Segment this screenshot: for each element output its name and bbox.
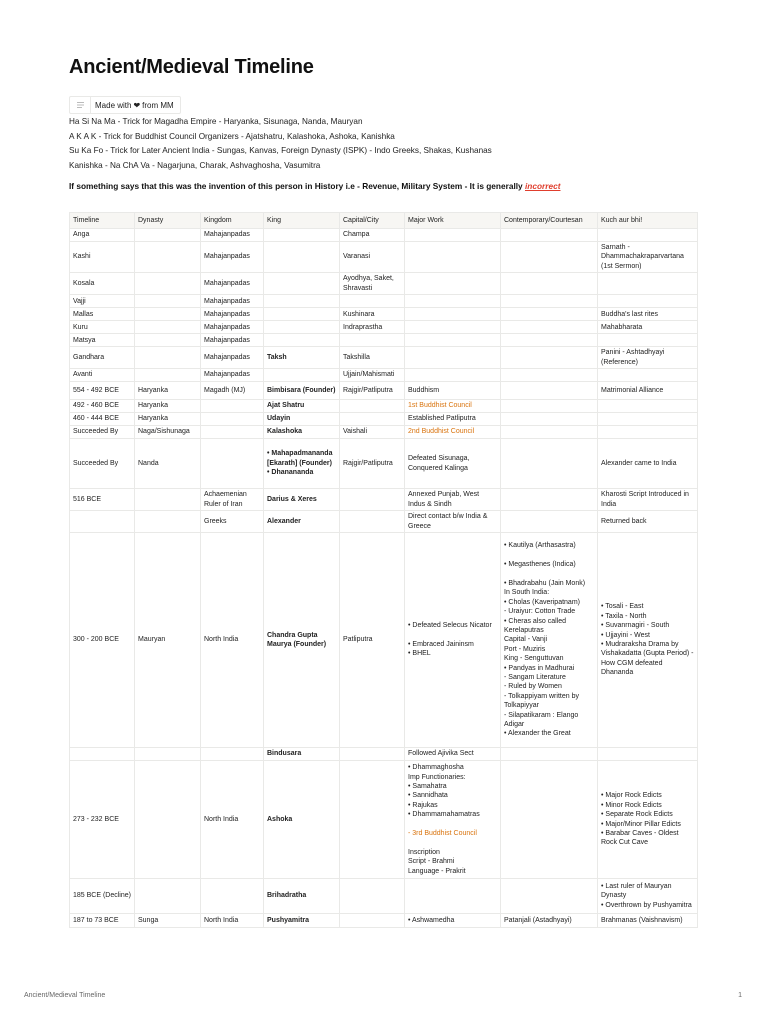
table-cell: [501, 242, 598, 273]
table-cell: [501, 295, 598, 308]
cell-line: • Rajukas: [408, 801, 438, 809]
cell-line: • Dhammaghosha: [408, 764, 464, 772]
table-cell: [340, 489, 405, 511]
table-cell: Sarnath - Dhammachakraparvartana (1st Sermon): [598, 242, 698, 273]
table-cell: Alexander came to India: [598, 439, 698, 489]
table-cell: Mahajanpadas: [201, 321, 264, 334]
cell-line: [504, 569, 594, 578]
table-body: [70, 229, 698, 928]
column-header: Capital/City: [340, 213, 405, 229]
table-cell: Matrimonial Alliance: [598, 382, 698, 400]
table-cell: [135, 295, 201, 308]
mnemonic-list: [69, 115, 492, 173]
table-cell: [201, 439, 264, 489]
table-cell: Mahajanpadas: [201, 347, 264, 369]
table-cell: Udayin: [264, 413, 340, 426]
table-cell: Mallas: [70, 308, 135, 321]
warning-note: [69, 181, 561, 191]
table-cell: [340, 334, 405, 347]
column-header: Kingdom: [201, 213, 264, 229]
column-header: Timeline: [70, 213, 135, 229]
page-title: Ancient/Medieval Timeline: [69, 56, 314, 78]
table-cell: Returned back: [598, 511, 698, 533]
table-cell: Champa: [340, 229, 405, 242]
warning-text: If something says that this was the invention of this person in History i.e - Revenue, Military System - It is generally: [69, 181, 523, 191]
table-cell: Mahajanpadas: [201, 334, 264, 347]
table-cell: [501, 229, 598, 242]
table-row: [70, 382, 698, 400]
table-cell: Matsya: [70, 334, 135, 347]
cell-line: [504, 551, 594, 560]
table-row: [70, 273, 698, 295]
table-cell: [201, 426, 264, 439]
table-cell: [598, 426, 698, 439]
table-cell: Mahajanpadas: [201, 369, 264, 382]
cell-line: • Defeated Selecus Nicator: [408, 622, 492, 630]
cell-line: • Suvanrnagiri - South: [601, 622, 670, 630]
table-cell: [501, 533, 598, 748]
table-cell: [135, 273, 201, 295]
table-cell: [501, 321, 598, 334]
table-cell: [501, 334, 598, 347]
table-cell: Sunga: [135, 914, 201, 928]
table-cell: Takshilla: [340, 347, 405, 369]
table-cell: Mauryan: [135, 533, 201, 748]
table-cell: Succeeded By: [70, 426, 135, 439]
table-cell: Haryanka: [135, 413, 201, 426]
table-row: [70, 533, 698, 748]
cell-line: [408, 838, 497, 847]
table-cell: Kuru: [70, 321, 135, 334]
table-cell: [501, 382, 598, 400]
cell-line: • Ujjayini - West: [601, 631, 650, 639]
table-cell: Brihadratha: [264, 879, 340, 914]
table-cell: Magadh (MJ): [201, 382, 264, 400]
table-cell: Indraprastha: [340, 321, 405, 334]
table-cell: [405, 879, 501, 914]
cell-line: • Major/Minor Pillar Edicts: [601, 820, 681, 828]
table-row: [70, 511, 698, 533]
table-cell: [405, 273, 501, 295]
table-cell: Ayodhya, Saket, Shravasti: [340, 273, 405, 295]
cell-line: • Mudraraksha Drama by Vishakadatta (Gupta Period) - How CGM defeated Dhananda: [601, 641, 694, 677]
made-with-badge[interactable]: [69, 96, 181, 114]
table-cell: [405, 533, 501, 748]
table-cell: [135, 748, 201, 761]
table-cell: North India: [201, 914, 264, 928]
table-cell: [135, 511, 201, 533]
cell-line: • Alexander the Great: [504, 730, 571, 738]
heart-icon: ❤: [133, 100, 141, 110]
cell-line: • Separate Rock Edicts: [601, 811, 673, 819]
table-cell: [135, 369, 201, 382]
table-cell: [405, 761, 501, 879]
cell-line: • Cholas (Kaveripatnam): [504, 598, 580, 606]
table-cell: [405, 334, 501, 347]
mnemonic-line: Kanishka - Na ChA Va - Nagarjuna, Charak, Ashvaghosha, Vasumitra: [69, 160, 321, 170]
table-cell: [264, 308, 340, 321]
cell-line: - Tolkappiyam written by Tolkapiyyar: [504, 692, 579, 710]
table-row: [70, 321, 698, 334]
table-cell: [598, 748, 698, 761]
cell-line: • Megasthenes (Indica): [504, 561, 576, 569]
table-row: [70, 761, 698, 879]
cell-line: • BHEL: [408, 650, 431, 658]
table-cell: [501, 369, 598, 382]
table-cell: [264, 334, 340, 347]
table-cell: [501, 273, 598, 295]
table-row: [70, 308, 698, 321]
table-cell: Ashoka: [264, 761, 340, 879]
table-cell: [135, 242, 201, 273]
table-cell: [135, 308, 201, 321]
cell-line: In South India:: [504, 589, 550, 597]
column-header: King: [264, 213, 340, 229]
table-cell: Varanasi: [340, 242, 405, 273]
cell-line: • Mahapadmananda [Ekarath] (Founder): [267, 450, 333, 467]
table-cell: 492 - 460 BCE: [70, 400, 135, 413]
table-cell: Taksh: [264, 347, 340, 369]
table-cell: Mahajanpadas: [201, 308, 264, 321]
footer-title: Ancient/Medieval Timeline: [24, 992, 106, 999]
table-cell: North India: [201, 533, 264, 748]
table-cell: [501, 748, 598, 761]
cell-line: Capital - Vanji: [504, 636, 548, 644]
cell-line: • Cheras also called Kerelaputras: [504, 617, 566, 634]
table-cell: [405, 347, 501, 369]
table-row: [70, 439, 698, 489]
cell-line: Language - Prakrit: [408, 867, 466, 875]
table-cell: Vaishali: [340, 426, 405, 439]
table-row: [70, 334, 698, 347]
table-cell: [135, 879, 201, 914]
table-cell: [264, 369, 340, 382]
table-row: [70, 489, 698, 511]
table-cell: Established Patliputra: [405, 413, 501, 426]
table-cell: [340, 748, 405, 761]
cell-line: Inscription: [408, 848, 440, 856]
table-cell: [340, 511, 405, 533]
cell-line: - Uraiyur: Cotton Trade: [504, 608, 576, 616]
column-header: Major Work: [405, 213, 501, 229]
table-cell: Succeeded By: [70, 439, 135, 489]
cell-line: - 3rd Buddhist Council: [408, 829, 477, 837]
table-cell: [201, 879, 264, 914]
table-cell: 2nd Buddhist Council: [405, 426, 501, 439]
table-row: [70, 369, 698, 382]
table-cell: Kushinara: [340, 308, 405, 321]
table-cell: [501, 426, 598, 439]
mnemonic-line: Su Ka Fo - Trick for Later Ancient India - Sungas, Kanvas, Foreign Dynasty (ISPK) - Indo Greeks, Shakas, Kushanas: [69, 146, 492, 156]
table-cell: [201, 400, 264, 413]
cell-line: Imp Functionaries:: [408, 773, 466, 781]
table-cell: 187 to 73 BCE: [70, 914, 135, 928]
table-row: [70, 914, 698, 928]
table-cell: Defeated Sisunaga, Conquered Kalinga: [405, 439, 501, 489]
made-with-suffix: from MM: [142, 100, 174, 110]
mnemonic-line: Ha Si Na Ma - Trick for Magadha Empire - Haryanka, Sisunaga, Nanda, Mauryan: [69, 117, 363, 126]
table-cell: [135, 347, 201, 369]
table-cell: [598, 229, 698, 242]
table-header-row: [70, 213, 698, 229]
table-cell: [501, 439, 598, 489]
cell-line: [408, 631, 497, 640]
table-cell: [598, 273, 698, 295]
table-cell: [501, 511, 598, 533]
table-row: [70, 413, 698, 426]
table-cell: Pushyamitra: [264, 914, 340, 928]
table-row: [70, 229, 698, 242]
cell-line: • Tosali - East: [601, 603, 644, 611]
table-cell: Haryanka: [135, 400, 201, 413]
cell-line: • Dhammamahamatras: [408, 811, 480, 819]
timeline-table: [69, 212, 698, 928]
table-cell: [264, 321, 340, 334]
table-cell: Annexed Punjab, West Indus & Sindh: [405, 489, 501, 511]
table-cell: Followed Ajivika Sect: [405, 748, 501, 761]
cell-line: • Last ruler of Mauryan Dynasty: [601, 882, 672, 900]
table-cell: Patliputra: [340, 533, 405, 748]
table-cell: [135, 334, 201, 347]
table-cell: Brahmanas (Vaishnavism): [598, 914, 698, 928]
table-cell: Vajji: [70, 295, 135, 308]
table-cell: [598, 533, 698, 748]
table-cell: [405, 242, 501, 273]
cell-line: • Major Rock Edicts: [601, 792, 662, 800]
table-cell: [70, 748, 135, 761]
table-cell: [264, 273, 340, 295]
table-cell: 554 - 492 BCE: [70, 382, 135, 400]
table-cell: [264, 229, 340, 242]
table-cell: [501, 489, 598, 511]
table-row: [70, 879, 698, 914]
table-cell: [501, 347, 598, 369]
table-cell: [598, 400, 698, 413]
table-cell: [135, 321, 201, 334]
table-cell: Darius & Xeres: [264, 489, 340, 511]
table-row: [70, 748, 698, 761]
table-cell: Mahajanpadas: [201, 273, 264, 295]
document-icon: [70, 97, 91, 113]
cell-line: • Barabar Caves - Oldest Rock Cut Cave: [601, 829, 679, 847]
cell-line: [408, 820, 497, 829]
table-cell: [405, 321, 501, 334]
table-cell: [501, 400, 598, 413]
table-cell: Greeks: [201, 511, 264, 533]
table-cell: Rajgir/Patliputra: [340, 382, 405, 400]
column-header: Contemporary/Courtesan: [501, 213, 598, 229]
table-cell: Nanda: [135, 439, 201, 489]
column-header: Dynasty: [135, 213, 201, 229]
table-cell: [501, 413, 598, 426]
cell-line: • Sannidhata: [408, 792, 448, 800]
cell-line: - Silapatikaram : Elango Adigar: [504, 711, 579, 728]
table-cell: [598, 413, 698, 426]
table-cell: [135, 229, 201, 242]
cell-line: - Sangam Literature: [504, 673, 566, 681]
cell-line: • Dhanananda: [267, 469, 314, 477]
table-cell: Bimbisara (Founder): [264, 382, 340, 400]
table-cell: Mahajanpadas: [201, 295, 264, 308]
table-cell: 1st Buddhist Council: [405, 400, 501, 413]
table-cell: [405, 369, 501, 382]
table-cell: Naga/Sishunaga: [135, 426, 201, 439]
cell-line: - Ruled by Women: [504, 683, 562, 691]
table-cell: [405, 229, 501, 242]
cell-line: King - Senguttuvan: [504, 655, 564, 663]
table-cell: [501, 761, 598, 879]
table-cell: Mahabharata: [598, 321, 698, 334]
mnemonic-line: A K A K - Trick for Buddhist Council Organizers - Ajatshatru, Kalashoka, Ashoka, Kanishka: [69, 131, 395, 141]
table-cell: Direct contact b/w India & Greece: [405, 511, 501, 533]
cell-line: • Kautilya (Arthasastra): [504, 542, 576, 550]
table-cell: Alexander: [264, 511, 340, 533]
table-cell: [598, 334, 698, 347]
table-cell: Panini - Ashtadhyayi (Reference): [598, 347, 698, 369]
table-cell: Kharosti Script Introduced in India: [598, 489, 698, 511]
table-cell: • Ashwamedha: [405, 914, 501, 928]
cell-line: • Pandyas in Madhurai: [504, 664, 575, 672]
column-header: Kuch aur bhi!: [598, 213, 698, 229]
table-cell: [501, 308, 598, 321]
table-cell: Mahajanpadas: [201, 242, 264, 273]
cell-line: Port - Muziris: [504, 645, 546, 653]
cell-line: • Embraced Jaininsm: [408, 641, 474, 649]
table-cell: Rajgir/Patliputra: [340, 439, 405, 489]
table-cell: [340, 879, 405, 914]
table-cell: [598, 295, 698, 308]
table-row: [70, 347, 698, 369]
table-cell: Buddha's last rites: [598, 308, 698, 321]
table-cell: Chandra Gupta Maurya (Founder): [264, 533, 340, 748]
table-cell: [264, 295, 340, 308]
table-cell: [340, 761, 405, 879]
table-cell: Avanti: [70, 369, 135, 382]
table-cell: 516 BCE: [70, 489, 135, 511]
table-cell: [405, 295, 501, 308]
table-cell: Kosala: [70, 273, 135, 295]
cell-line: • Minor Rock Edicts: [601, 801, 662, 809]
table-cell: [340, 295, 405, 308]
cell-line: Script - Brahmi: [408, 858, 455, 866]
table-cell: [201, 748, 264, 761]
table-cell: 300 - 200 BCE: [70, 533, 135, 748]
table-cell: [340, 914, 405, 928]
table-cell: Ujjain/Mahismati: [340, 369, 405, 382]
cell-line: • Samahatra: [408, 782, 447, 790]
table-cell: [598, 879, 698, 914]
table-row: [70, 426, 698, 439]
table-cell: [405, 308, 501, 321]
table-cell: Ajat Shatru: [264, 400, 340, 413]
table-cell: 460 - 444 BCE: [70, 413, 135, 426]
cell-line: • Taxila - North: [601, 612, 647, 620]
cell-line: • Overthrown by Pushyamitra: [601, 901, 692, 909]
table-cell: [340, 413, 405, 426]
table-row: [70, 242, 698, 273]
table-cell: [501, 879, 598, 914]
table-cell: [264, 439, 340, 489]
table-cell: Haryanka: [135, 382, 201, 400]
table-cell: Patanjali (Astadhyayi): [501, 914, 598, 928]
table-cell: Kalashoka: [264, 426, 340, 439]
made-with-prefix: Made with: [95, 100, 132, 110]
table-cell: Bindusara: [264, 748, 340, 761]
table-cell: [598, 369, 698, 382]
warning-highlight: incorrect: [524, 181, 561, 191]
table-cell: [340, 400, 405, 413]
cell-line: • Bhadrabahu (Jain Monk): [504, 579, 586, 587]
made-with-text: [91, 101, 180, 110]
table-cell: Anga: [70, 229, 135, 242]
table-cell: [201, 413, 264, 426]
table-cell: [135, 489, 201, 511]
table-cell: [70, 511, 135, 533]
table-row: [70, 400, 698, 413]
table-cell: Kashi: [70, 242, 135, 273]
page-number: 1: [738, 992, 742, 999]
table-cell: Gandhara: [70, 347, 135, 369]
table-cell: [264, 242, 340, 273]
table-cell: Buddhism: [405, 382, 501, 400]
table-cell: [598, 761, 698, 879]
table-cell: North India: [201, 761, 264, 879]
table-cell: Achaemenian Ruler of Iran: [201, 489, 264, 511]
table-cell: Mahajanpadas: [201, 229, 264, 242]
table-cell: [135, 761, 201, 879]
table-cell: 273 - 232 BCE: [70, 761, 135, 879]
table-row: [70, 295, 698, 308]
table-cell: 185 BCE (Decline): [70, 879, 135, 914]
